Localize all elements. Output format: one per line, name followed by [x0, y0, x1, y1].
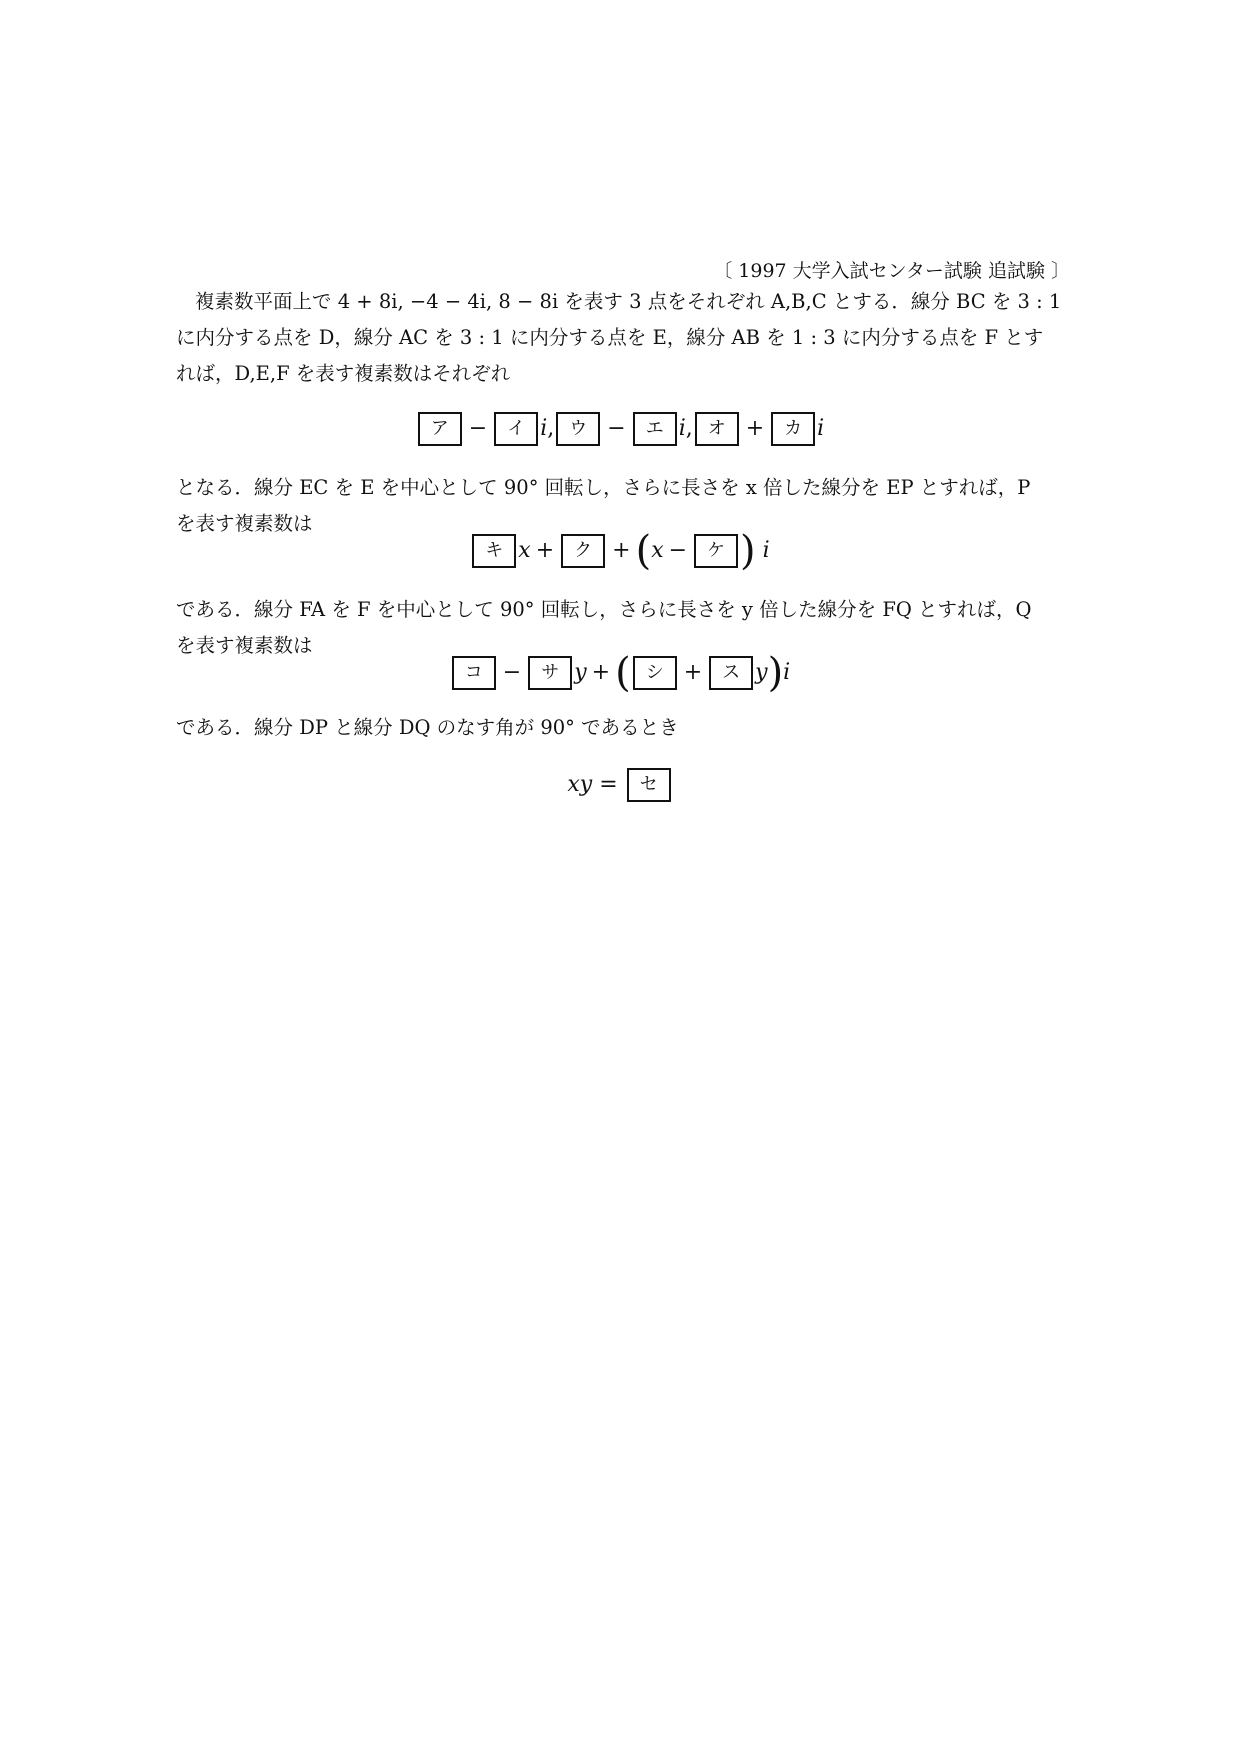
paragraph-4-line-1: である．線分 DP と線分 DQ のなす角が 90° であるとき — [176, 716, 679, 739]
xy-lhs: xy = — [567, 772, 618, 797]
source-citation: 〔 1997 大学入試センター試験 追試験 〕 — [713, 260, 1070, 282]
equation-p: キ x + ク + (x − ケ ) i — [0, 534, 1240, 568]
answer-box-e: エ — [633, 412, 677, 446]
paragraph-1-line-1: 複素数平面上で 4 + 8i, −4 − 4i, 8 − 8i を表す 3 点をそれぞれ A,B,C とする．線分 BC を 3 : 1 — [195, 290, 1062, 313]
equation-def: ア − イ i, ウ − エ i, オ + カ i — [0, 412, 1240, 446]
equation-xy — [0, 768, 1240, 802]
answer-box-u: ウ — [556, 412, 600, 446]
answer-box-ke: ケ — [694, 534, 738, 568]
paragraph-2-line-2: を表す複素数は — [176, 512, 313, 535]
problem-paragraph-2 — [176, 470, 1072, 542]
answer-box-o: オ — [695, 412, 739, 446]
answer-box-ku: ク — [561, 534, 605, 568]
answer-box-shi: シ — [633, 656, 677, 690]
answer-box-ki: キ — [472, 534, 516, 568]
equation-q: コ − サ y + ( シ + ス y)i — [0, 656, 1240, 690]
answer-box-ka: カ — [771, 412, 815, 446]
answer-box-sa: サ — [528, 656, 572, 690]
answer-box-a: ア — [418, 412, 462, 446]
answer-box-ko: コ — [452, 656, 496, 690]
paragraph-2-line-1: となる．線分 EC を E を中心として 90° 回転し，さらに長さを x 倍した線分を EP とすれば，P — [176, 476, 1031, 499]
paragraph-1-line-3: れば，D,E,F を表す複素数はそれぞれ — [176, 362, 511, 385]
problem-paragraph-4 — [176, 710, 1072, 746]
answer-box-su: ス — [709, 656, 753, 690]
answer-box-se: セ — [627, 768, 671, 802]
answer-box-i: イ — [494, 412, 538, 446]
paragraph-1-line-2: に内分する点を D，線分 AC を 3 : 1 に内分する点を E，線分 AB を 1 : 3 に内分する点を F とす — [176, 326, 1044, 349]
paragraph-3-line-2: を表す複素数は — [176, 634, 313, 657]
problem-paragraph-1 — [176, 284, 1072, 392]
paragraph-3-line-1: である．線分 FA を F を中心として 90° 回転し，さらに長さを y 倍した線分を FQ とすれば，Q — [176, 598, 1032, 621]
